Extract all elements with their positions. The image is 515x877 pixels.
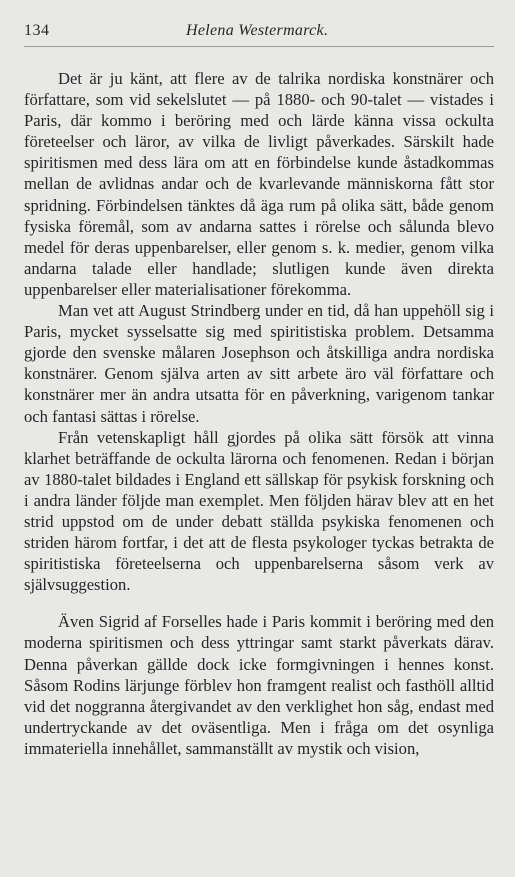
running-head xyxy=(0,18,515,42)
paragraph-forselles: Även Sigrid af Forselles hade i Paris kommit i beröring med den moderna spiritismen och dess yttringar samt starkt påverkats därav. Denna påverkan gällde dock icke formgivningen i hennes konst. Såsom Rodins lärjunge förblev hon framgent realist och fasthöll alltid vid det noggranna återgivandet av den verklighet hon såg, endast med undertryckande av det oväsentliga. Men i fråga om det osynliga immateriella innehållet, sammanställt av mystik och vision, xyxy=(24,612,494,758)
section-gap xyxy=(24,595,494,611)
paragraph-research: Från vetenskapligt håll gjordes på olika sätt försök att vinna klarhet beträffande de ockulta lärorna och fenomenen. Redan i början av 1880-talet bildades i England ett sällskap för psykisk forskning och i andra länder följde man exemplet. Men följden härav blev att en het strid uppstod om de under debatt ställda psykiska fenomenen och striden härom fortfar, i det att de flesta psykologer tyckas betrakta de spiritistiska företeelserna och uppenbarelserna såsom verk av självsuggestion. xyxy=(24,427,494,595)
page-number: 134 xyxy=(24,22,50,39)
body-text xyxy=(24,68,494,759)
header-rule xyxy=(24,46,494,47)
running-title: Helena Westermarck. xyxy=(186,22,329,39)
paragraph-strindberg: Man vet att August Strindberg under en tid, då han uppehöll sig i Paris, mycket sysselsatte sig med spiritistiska problem. Detsamma gjorde den svenske målaren Josephson och åtskilliga andra nordiska konstnärer. Genom själva arten av sitt arbete äro väl författare och konstnärer mer än andra utsatta för en påverkning, varigenom tankar och fantasi sättas i rörelse. xyxy=(24,301,494,426)
paragraph-spiritism: Det är ju känt, att flere av de talrika nordiska konstnärer och författare, som vid sekelslutet — på 1880- och 90-talet — vistades i Paris, där kommo i beröring med och lärde känna vissa ockulta företeelser och läror, av vilka de livligt påverkades. Särskilt hade spiritismen med dess lära om att en förbindelse kunde åstadkommas mellan de avlidnas andar och de kvarlevande människorna fått stor spridning. Förbindelsen tänktes då äga rum på olika sätt, både genom fysiska föremål, som av andarna sattes i rörelse och sålunda blevo medel för deras uppenbarelser, eller genom s. k. medier, genom vilka andarna talade eller handlade; slutligen kunde även direkta uppenbarelser eller materialisationer förekomma. xyxy=(24,69,494,299)
